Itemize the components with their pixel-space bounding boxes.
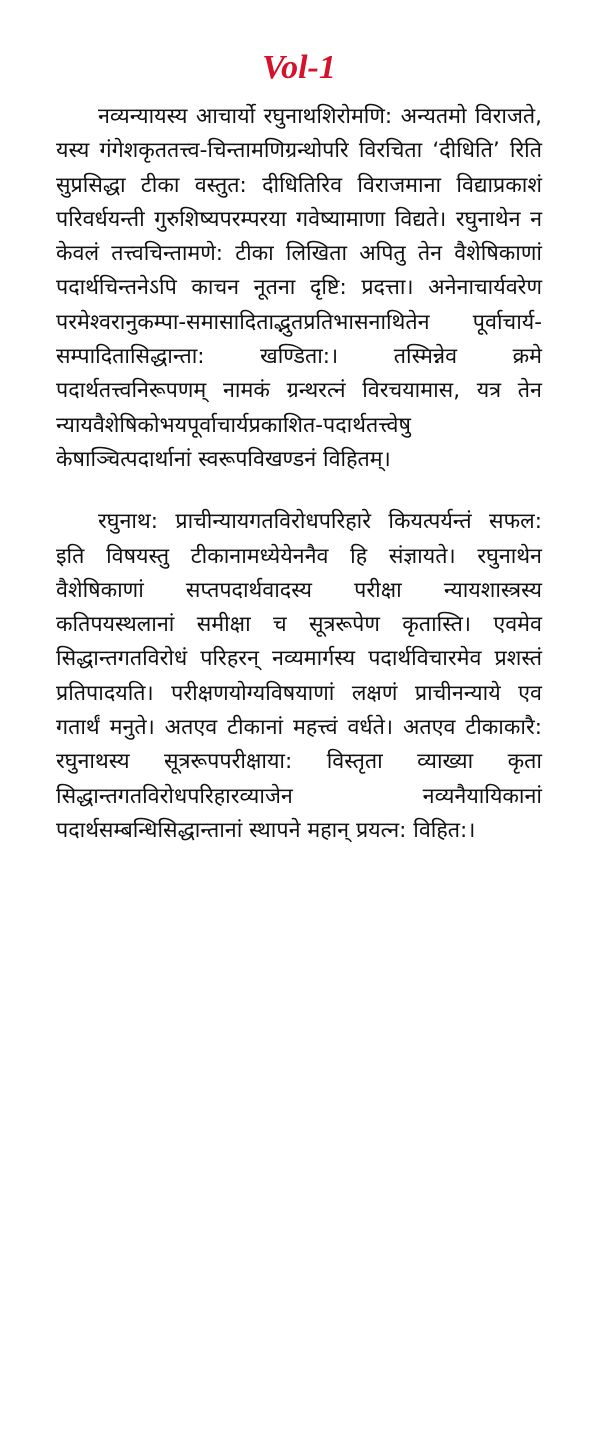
paragraph-1: नव्यन्यायस्य आचार्यो रघुनाथशिरोमणि: अन्यतमो विराजते, यस्य गंगेशकृततत्त्व-चिन्तामणिग्रन्थोपरि विरचिता ‘दीधिति’ रिति सुप्रसिद्धा टीका वस्तुत: दीधितिरिव विराजमाना विद्याप्रकाशं परिवर्धयन्ती गुरुशिष्यपरम्परया गवेष्यामाणा विद्यते। रघुनाथेन न केवलं तत्त्वचिन्तामणे: टीका लिखिता अपितु तेन वैशेषिकाणां पदार्थचिन्तनेऽपि काचन नूतना दृष्टि: प्रदत्ता। अनेनाचार्यवरेण परमेश्वरानुकम्पा-समासादिताद्भुतप्रतिभासनाथितेन पूर्वाचार्य-सम्पादितासिद्धान्ता: खण्डिता:। तस्मिन्नेव क्रमे पदार्थतत्त्वनिरूपणम् नामकं ग्रन्थरत्नं विरचयामास, यत्र तेन न्यायवैशेषिकोभयपूर्वाचार्यप्रकाशित-पदार्थतत्त्वेषु केषाञ्चित्पदार्थानां स्वरूपविखण्डनं विहितम्। bbox=[56, 104, 542, 472]
paragraph-2: रघुनाथ: प्राचीन्यायगतविरोधपरिहारे कियत्पर्यन्तं सफल: इति विषयस्तु टीकानामध्येयेननैव हि संज्ञायते। रघुनाथेन वैशेषिकाणां सप्तपदार्थवादस्य परीक्षा न्यायशास्त्रस्य कतिपयस्थलानां समीक्षा च सूत्ररूपेण कृतास्ति। एवमेव सिद्धान्तगतविरोधं परिहरन् नव्यमार्गस्य पदार्थविचारमेव प्रशस्तं प्रतिपादयति। परीक्षणयोग्यविषयाणां लक्षणं प्राचीनन्याये एव गतार्थं मनुते। अतएव टीकानां महत्त्वं वर्धते। अतएव टीकाकारै: रघुनाथस्य सूत्ररूपपरीक्षाया: विस्तृता व्याख्या कृता सिद्धान्तगतविरोधपरिहारव्याजेन नव्यनैयायिकानां पदार्थसम्बन्धिसिद्धान्तानां स्थापने महान् प्रयत्न: विहित:। bbox=[56, 509, 542, 843]
volume-title: Vol-1 bbox=[262, 49, 336, 86]
